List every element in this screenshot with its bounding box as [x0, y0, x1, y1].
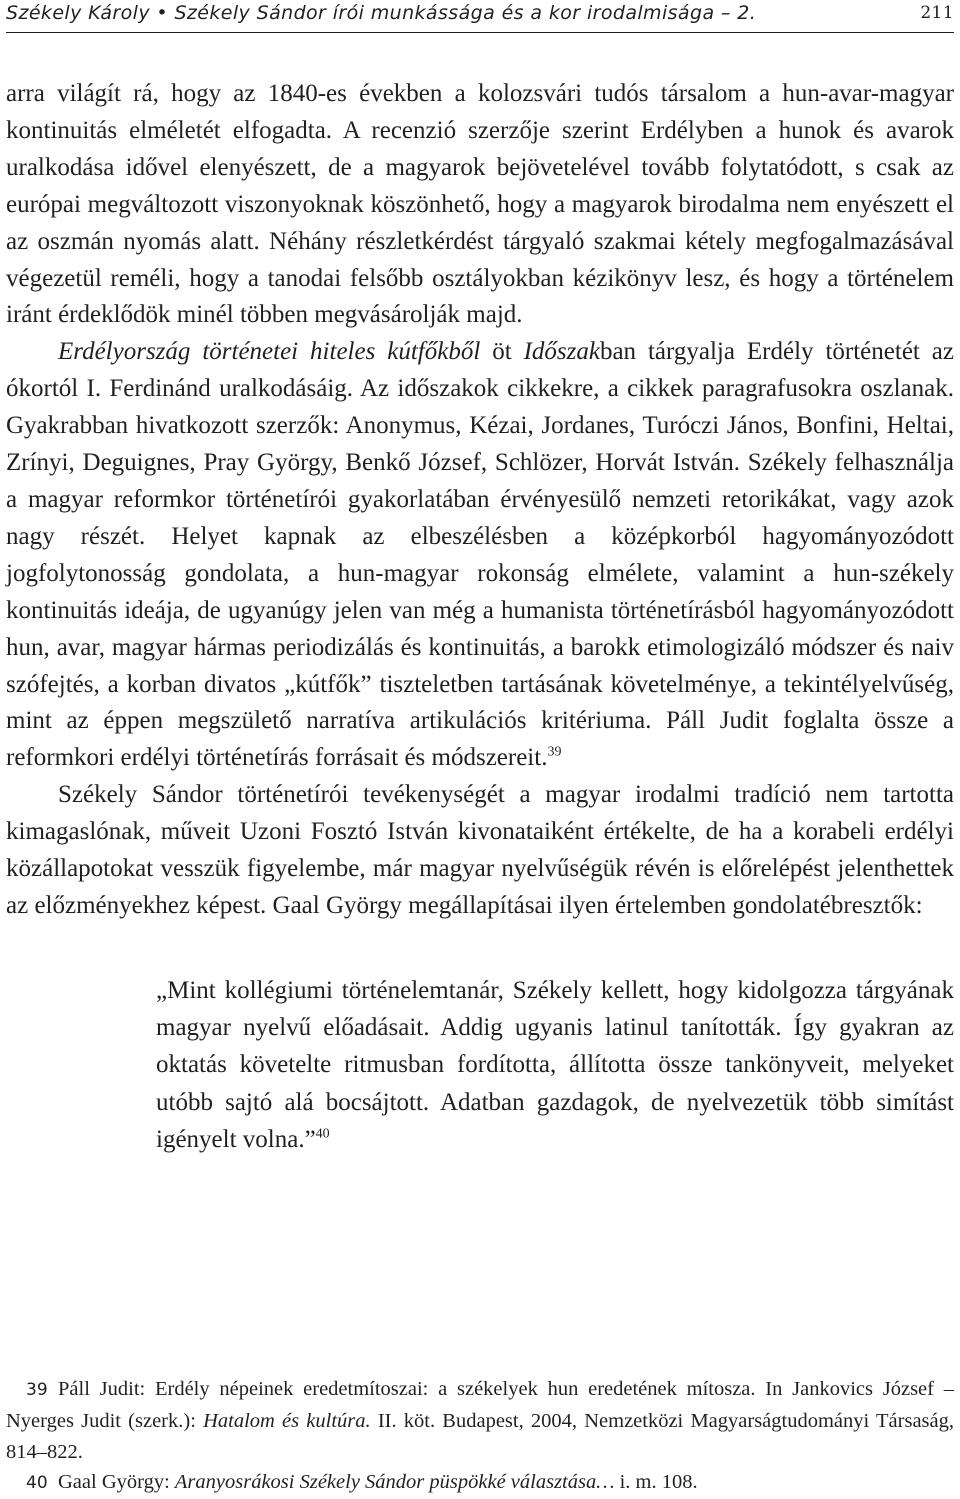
footnote-title-italic: Aranyosrákosi Székely Sándor püspökké választása…	[174, 1471, 615, 1494]
paragraph-3-text: Székely Sándor történetírói tevékenységét a magyar irodalmi tradíció nem tartotta kimagaslónak, műveit Uzoni Fosztó István kivonataiként értékelte, de ha a korabeli erdélyi közállapotokat vesszük figyelembe, már magyar nyelvűségük révén is előrelépést jelenthettek az előzményekhez képest. Gaal György megállapításai ilyen értelemben gondolatébresztők:	[6, 781, 954, 919]
footnotes	[6, 1374, 954, 1499]
book-page	[6, 0, 954, 1497]
footnote-39	[6, 1374, 954, 1467]
running-title: Székely Károly • Székely Sándor írói munkássága és a kor irodalmisága – 2.	[6, 2, 757, 24]
running-header	[6, 0, 954, 33]
footnote-ref-40[interactable]: 40	[315, 1126, 330, 1142]
footnote-40	[6, 1467, 954, 1499]
body-text	[6, 76, 954, 1158]
paragraph-1	[6, 76, 954, 334]
footnote-title-italic: Hatalom és kultúra.	[203, 1409, 371, 1432]
period-term-italic: Időszak	[523, 338, 600, 366]
footnote-number: 39	[26, 1380, 48, 1400]
footnote-ref-39[interactable]: 39	[547, 744, 562, 760]
paragraph-2-text: ban tárgyalja Erdély történetét az ókortól I. Ferdinánd uralkodásáig. Az időszakok cikkekre, a cikkek paragrafusokra oszlanak. Gyakrabban hivatkozott szerzők: Anonymus, Kézai, Jordanes, Turóczi János, Bonfini, Heltai, Zrínyi, Deguignes, Pray György, Benkő József, Schlözer, Horvát István. Székely felhasználja a magyar reformkor történetírói gyakorlatában érvényesülő nemzeti retorikákat, vagy azok nagy részét. Helyet kapnak az elbeszélésben a középkorból hagyományozódott jogfolytonosság gondolata, a hun-magyar rokonság elmélete, valamint a hun-székely kontinuitás ideája, de ugyanúgy jelen van még a humanista történetírásból hagyományozódott hun, avar, magyar hármas periodizálás és kontinuitás, a barokk etimologizáló módszer és naiv szófejtés, a korban divatos „kútfők” tiszteletben tartásának követelménye, a tekintélyelvűség, mint az éppen megszülető narratíva artikulációs kritériuma. Páll Judit foglalta össze a reformkori erdélyi történetírás forrásait és módszereit.	[6, 338, 954, 772]
footnote-text-end: i. m. 108.	[614, 1471, 698, 1494]
paragraph-3	[6, 777, 954, 925]
block-quote-text: „Mint kollégiumi történelemtanár, Székely kellett, hogy kidolgozza tárgyának magyar nyelvű előadásait. Addig ugyanis latinul tanították. Így gyakran az oktatás követelte ritmusban fordította, állította össze tankönyveit, melyeket utóbb sajtó alá bocsájtott. Adatban gazdagok, de nyelvezetük több simítást igényelt volna.”	[156, 976, 954, 1154]
book-title-italic: Erdélyország történetei hiteles kútfőkből	[58, 338, 481, 366]
footnote-text: Páll Judit: Erdély népeinek eredetmítoszai: a székelyek hun eredetének mítosza. In Jankovics József – Nyerges Judit (szerk.):	[6, 1378, 954, 1432]
footnote-text-end: II. köt. Budapest, 2004, Nemzetközi Magyarságtudományi Társaság, 814–822.	[6, 1409, 954, 1463]
paragraph-1-text: arra világít rá, hogy az 1840-es években a kolozsvári tudós társalom a hun-avar-magyar kontinuitás elméletét elfogadta. A recenzió szerzője szerint Erdélyben a hunok és avarok uralkodása idővel elenyészett, de a magyarok bejövetelével tovább folytatódott, s csak az európai megváltozott viszonyoknak köszönhető, hogy a magyarok birodalma nem enyészett el az oszmán nyomás alatt. Néhány részletkérdést tárgyaló szakmai kétely megfogalmazásával végezetül reméli, hogy a tanodai felsőbb osztályokban kézikönyv lesz, és hogy a történelem iránt érdeklődök minél többen megvásárolják majd.	[6, 80, 954, 329]
paragraph-2-connector: öt	[480, 338, 524, 366]
footnote-text: Gaal György:	[58, 1471, 175, 1494]
paragraph-2	[6, 334, 954, 777]
page-number: 211	[920, 3, 954, 23]
block-quote	[156, 972, 954, 1158]
footnote-number: 40	[26, 1473, 48, 1494]
